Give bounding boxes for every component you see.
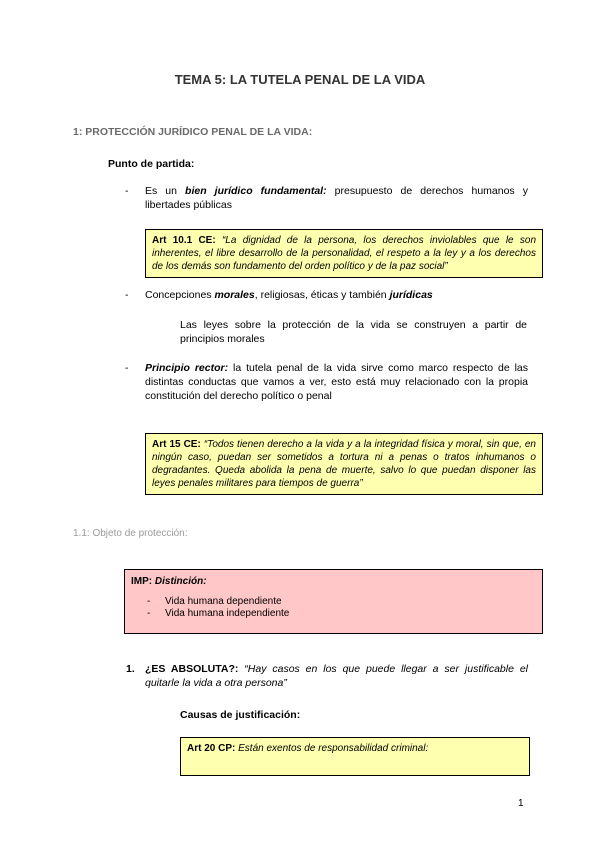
- starting-point-heading: Punto de partida:: [108, 158, 195, 170]
- subsection-heading: 1.1: Objeto de protección:: [73, 528, 188, 539]
- bullet-text: la tutela penal de la vida sirve como marco respecto de las distintas conductas que vamos a ver, esto está muy relacionado con la propia constitución del derecho político o penal: [145, 362, 528, 402]
- bullet-emphasis: bien jurídico fundamental:: [185, 185, 327, 197]
- bullet-emphasis: jurídicas: [389, 289, 433, 301]
- page-title: TEMA 5: LA TUTELA PENAL DE LA VIDA: [174, 72, 426, 87]
- bullet-emphasis: morales: [214, 289, 255, 301]
- bullet-text: Concepciones: [145, 289, 215, 301]
- bullet-marker: -: [125, 289, 129, 301]
- list-item: [131, 608, 536, 620]
- bullet-text: , religiosas, éticas y también: [254, 289, 390, 301]
- item-number: 1.: [126, 663, 135, 675]
- justification-causes-heading: Causas de justificación:: [180, 709, 301, 721]
- bullet-marker: -: [147, 596, 151, 607]
- bullet-text: Es un: [145, 185, 186, 197]
- article-quote: “Todos tienen derecho a la vida y a la integridad física y moral, sin que, en ningún caso, puedan ser sometidos a tortura ni a penas o tratos inhumanos o degradantes. Queda abolida la pena de muerte, salvo lo que puedan disponer las leyes penales militares para tiempos de guerra”: [152, 439, 536, 489]
- imp-distinction-box: [124, 569, 543, 634]
- bullet-marker: -: [125, 362, 129, 374]
- article-15-box: [145, 433, 543, 495]
- bullet-emphasis: Principio rector:: [145, 362, 229, 374]
- section-heading: 1: PROTECCIÓN JURÍDICO PENAL DE LA VIDA:: [73, 126, 313, 138]
- article-label: Art 10.1 CE:: [152, 235, 216, 246]
- bullet-marker: -: [125, 185, 129, 197]
- article-label: Art 15 CE:: [152, 439, 201, 450]
- article-quote: Están exentos de responsabilidad criminal:: [235, 743, 429, 754]
- page-number: 1: [518, 798, 524, 809]
- bullet-marker: -: [147, 608, 151, 619]
- list-item-text: Vida humana independiente: [165, 608, 290, 619]
- imp-label: IMP:: [131, 576, 153, 587]
- article-10-1-box: [145, 229, 543, 278]
- moral-principles-note: Las leyes sobre la protección de la vida se construyen a partir de principios morales: [180, 319, 527, 345]
- bullet-conceptions: [145, 288, 528, 302]
- article-20-box: [180, 737, 530, 776]
- list-item-text: Vida humana dependiente: [165, 596, 282, 607]
- list-item: [131, 596, 536, 608]
- bullet-fundamental-right: [145, 184, 528, 212]
- bullet-text: presupuesto de derechos humanos y libertades públicas: [145, 185, 528, 211]
- article-quote: “La dignidad de la persona, los derechos inviolables que le son inherentes, el libre desarrollo de la personalidad, el respeto a la ley y a los derechos de los demás son fundamento del orden político y de la paz social”: [152, 235, 537, 272]
- item-quote: “Hay casos en los que puede llegar a ser justificable el quitarle la vida a otra persona”: [145, 663, 528, 689]
- bullet-guiding-principle: [145, 361, 528, 403]
- imp-emphasis: Distinción:: [154, 576, 207, 587]
- is-absolute-item: [145, 662, 528, 690]
- article-label: Art 20 CP:: [187, 743, 236, 754]
- item-label: ¿ES ABSOLUTA?:: [145, 663, 239, 675]
